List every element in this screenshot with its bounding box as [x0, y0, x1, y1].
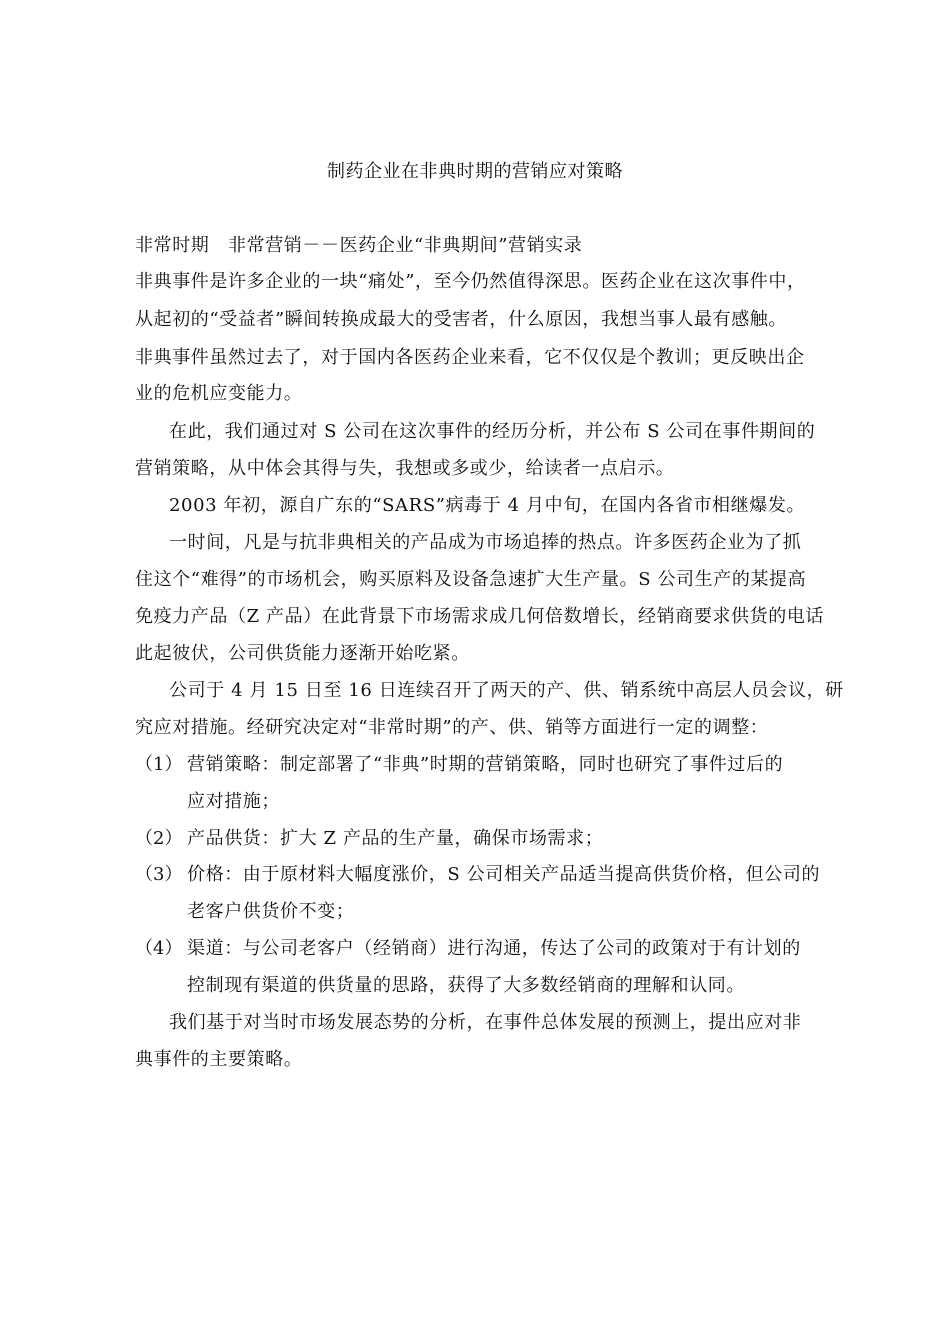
- paragraph-line: 营销策略，从中体会其得与失，我想或多或少，给读者一点启示。: [135, 458, 675, 479]
- paragraph-line: 从起初的“受益者”瞬间转换成最大的受害者，什么原因，我想当事人最有感触。: [135, 309, 788, 330]
- document-subtitle: 非常时期 非常营销－－医药企业“非典期间”营销实录: [135, 235, 583, 256]
- paragraph-line: 此起彼伏，公司供货能力逐渐开始吃紧。: [135, 643, 470, 664]
- paragraph-line: 业的危机应变能力。: [135, 383, 303, 404]
- paragraph-line: 住这个“难得”的市场机会，购买原料及设备急速扩大生产量。S 公司生产的某提高: [135, 569, 807, 590]
- paragraph-line: 典事件的主要策略。: [135, 1049, 303, 1070]
- list-item-number: （3）: [135, 864, 183, 885]
- list-item-text: 应对措施；: [187, 791, 280, 812]
- document-title: 制药企业在非典时期的营销应对策略: [327, 161, 623, 182]
- paragraph-line: 非典事件是许多企业的一块“痛处”，至今仍然值得深思。医药企业在这次事件中，: [135, 271, 806, 292]
- list-item-text: 产品供货：扩大 Z 产品的生产量，确保市场需求；: [187, 828, 604, 849]
- list-item-text: 老客户供货价不变；: [187, 901, 355, 922]
- paragraph-line: 公司于 4 月 15 日至 16 日连续召开了两天的产、供、销系统中高层人员会议，研: [169, 680, 844, 701]
- list-item-number: （1）: [135, 754, 183, 775]
- list-item-number: （2）: [135, 828, 183, 849]
- paragraph-line: 在此，我们通过对 S 公司在这次事件的经历分析，并公布 S 公司在事件期间的: [169, 421, 816, 442]
- list-item-text: 价格：由于原材料大幅度涨价，S 公司相关产品适当提高供货价格，但公司的: [187, 864, 821, 885]
- paragraph-line: 非典事件虽然过去了，对于国内各医药企业来看，它不仅仅是个教训；更反映出企: [135, 347, 805, 368]
- list-item-text: 渠道：与公司老客户（经销商）进行沟通，传达了公司的政策对于有计划的: [187, 938, 801, 959]
- list-item-number: （4）: [135, 938, 183, 959]
- paragraph-line: 2003 年初，源自广东的“SARS”病毒于 4 月中旬，在国内各省市相继爆发。: [169, 495, 806, 516]
- paragraph-line: 究应对措施。经研究决定对“非常时期”的产、供、销等方面进行一定的调整：: [135, 717, 769, 738]
- paragraph-line: 免疫力产品（Z 产品）在此背景下市场需求成几何倍数增长，经销商要求供货的电话: [135, 606, 825, 627]
- paragraph-line: 我们基于对当时市场发展态势的分析，在事件总体发展的预测上，提出应对非: [169, 1012, 802, 1033]
- list-item-text: 营销策略：制定部署了“非典”时期的营销策略，同时也研究了事件过后的: [187, 754, 784, 775]
- paragraph-line: 一时间，凡是与抗非典相关的产品成为市场追捧的热点。许多医药企业为了抓: [169, 532, 802, 553]
- list-item-text: 控制现有渠道的供货量的思路，获得了大多数经销商的理解和认同。: [187, 975, 745, 996]
